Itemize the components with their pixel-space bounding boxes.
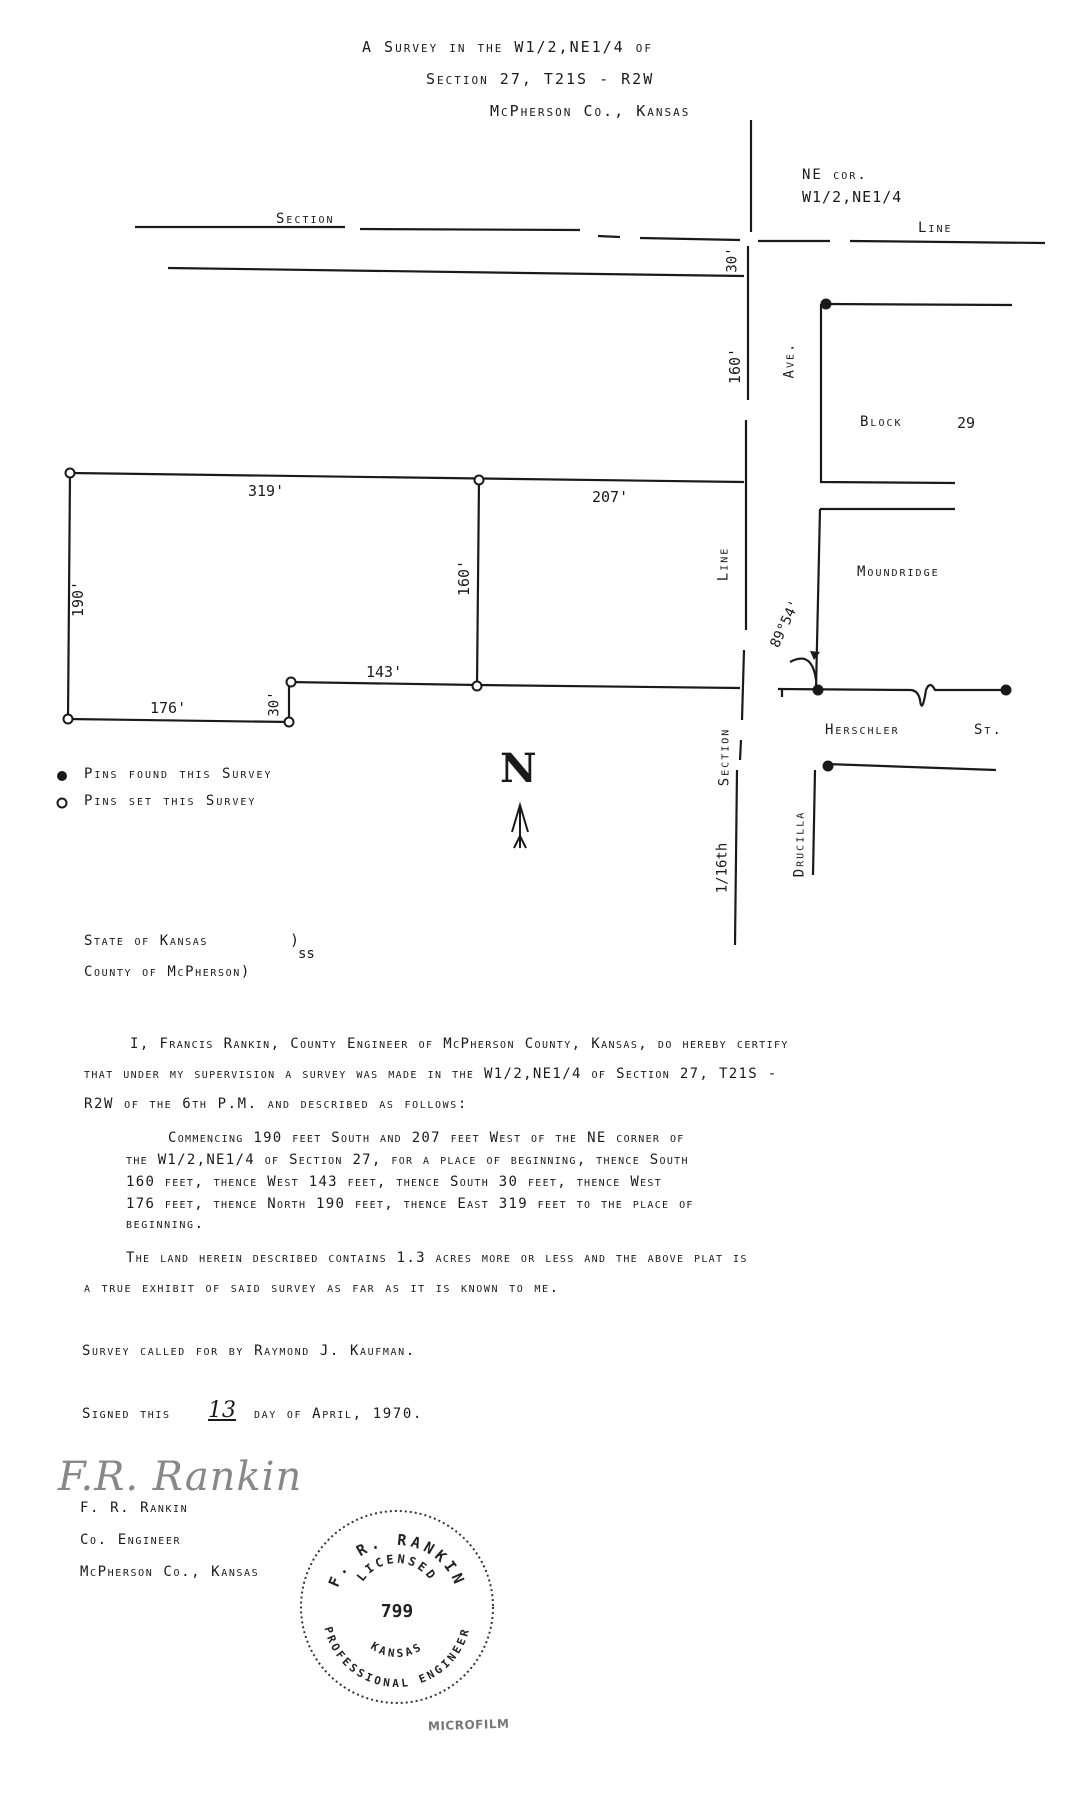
line-label: Line bbox=[918, 220, 953, 236]
block-label: Block bbox=[860, 414, 903, 430]
legend-found-icon bbox=[57, 771, 67, 781]
legend-set-icon bbox=[58, 799, 67, 808]
signer-title: Co. Engineer bbox=[80, 1532, 182, 1548]
section-label: Section bbox=[276, 211, 335, 227]
seal-number: 799 bbox=[380, 1601, 414, 1622]
venue-paren: ) bbox=[290, 931, 300, 949]
title-line-3: McPherson Co., Kansas bbox=[490, 102, 691, 120]
drucilla-label: Drucilla bbox=[791, 810, 808, 878]
section-line-vertical bbox=[735, 120, 751, 945]
north-label: N bbox=[500, 745, 537, 792]
block-top-line bbox=[826, 304, 1012, 305]
signed-post: day of April, 1970. bbox=[254, 1406, 423, 1422]
desc-line-5: beginning. bbox=[126, 1216, 205, 1232]
section-vertical-label: Section bbox=[716, 727, 733, 787]
drucilla-outline bbox=[813, 764, 996, 875]
svg-text:F. R. RANKIN bbox=[325, 1531, 469, 1590]
seal-profession: PROFESSIONAL ENGINEER bbox=[321, 1625, 473, 1690]
pin-found bbox=[1001, 685, 1012, 696]
handwritten-signature: F.R. Rankin bbox=[58, 1454, 303, 1500]
pin-set bbox=[473, 682, 482, 691]
acres-line-2: a true exhibit of said survey as far as it is known to me. bbox=[84, 1280, 560, 1296]
legend-found-text: Pins found this Survey bbox=[84, 766, 273, 782]
ne-corner-label-2: W1/2,NE1/4 bbox=[802, 188, 903, 206]
ne-corner-label-1: NE cor. bbox=[802, 167, 868, 183]
seal-name: F. R. RANKIN bbox=[324, 1530, 470, 1590]
title-line-2: Section 27, T21S - R2W bbox=[426, 70, 655, 88]
dim-30-low: 30' bbox=[266, 691, 283, 717]
angle-label: 89°54' bbox=[767, 597, 804, 651]
desc-line-3: 160 feet, thence West 143 feet, thence South 30 feet, thence West bbox=[126, 1174, 663, 1190]
venue-ss: ss bbox=[298, 946, 315, 962]
pin-set bbox=[287, 678, 296, 687]
dim-143: 143' bbox=[366, 663, 403, 681]
venue-county: County of McPherson) bbox=[84, 964, 251, 980]
pin-set bbox=[64, 715, 73, 724]
pin-found bbox=[821, 299, 832, 310]
seal-state: KANSAS bbox=[368, 1639, 426, 1661]
microfilm-stamp: MICROFILM bbox=[427, 1716, 510, 1734]
cert-line-3: R2W of the 6th P.M. and described as follows: bbox=[84, 1096, 468, 1112]
dim-207: 207' bbox=[592, 488, 629, 506]
dim-190: 190' bbox=[69, 580, 88, 618]
pin-found bbox=[823, 761, 834, 772]
seal-licensed: LICENSED bbox=[353, 1551, 441, 1584]
desc-line-2: the W1/2,NE1/4 of Section 27, for a place of beginning, thence South bbox=[126, 1152, 689, 1168]
desc-line-1: Commencing 190 feet South and 207 feet West of the NE corner of bbox=[168, 1130, 685, 1146]
moundridge-label: Moundridge bbox=[857, 564, 940, 580]
herschler-label: Herschler bbox=[825, 722, 900, 738]
property-boundary bbox=[68, 473, 740, 722]
dim-176: 176' bbox=[150, 699, 187, 717]
pin-set bbox=[66, 469, 75, 478]
sixteenth-label: 1/16th bbox=[714, 842, 731, 894]
survey-called-for: Survey called for by Raymond J. Kaufman. bbox=[82, 1343, 416, 1359]
dim-160-mid: 160' bbox=[455, 559, 474, 597]
cert-line-1: I, Francis Rankin, County Engineer of McPherson County, Kansas, do hereby certify bbox=[130, 1036, 789, 1052]
block-29-outline bbox=[821, 304, 955, 483]
svg-text:KANSAS bbox=[368, 1640, 425, 1661]
pin-set bbox=[285, 718, 294, 727]
line-vertical-label: Line bbox=[715, 546, 732, 582]
block-number: 29 bbox=[957, 414, 976, 432]
section-line-top bbox=[135, 227, 1045, 243]
interior-division-line bbox=[477, 480, 479, 686]
north-arrow-icon bbox=[512, 805, 528, 848]
signed-pre: Signed this bbox=[82, 1406, 171, 1422]
pin-set bbox=[475, 476, 484, 485]
herschler-street-line bbox=[778, 685, 1005, 706]
desc-line-4: 176 feet, thence North 190 feet, thence East 319 feet to the place of bbox=[126, 1196, 694, 1212]
signed-day: 13 bbox=[208, 1398, 236, 1423]
ave-label: Ave. bbox=[781, 341, 798, 379]
venue-state: State of Kansas bbox=[84, 933, 208, 949]
signer-name: F. R. Rankin bbox=[80, 1500, 189, 1516]
st-label: St. bbox=[974, 722, 1003, 738]
angle-arc bbox=[790, 659, 816, 680]
moundridge-outline bbox=[816, 509, 955, 690]
signer-county: McPherson Co., Kansas bbox=[80, 1564, 260, 1580]
dim-319: 319' bbox=[248, 482, 285, 500]
acres-line-1: The land herein described contains 1.3 acres more or less and the above plat is bbox=[126, 1250, 748, 1266]
dim-160-ave: 160' bbox=[726, 347, 745, 385]
legend-set-text: Pins set this Survey bbox=[84, 793, 257, 809]
road-line-upper bbox=[168, 268, 744, 276]
engineer-seal bbox=[295, 1505, 500, 1710]
cert-line-2: that under my supervision a survey was made in the W1/2,NE1/4 of Section 27, T21S - bbox=[84, 1066, 778, 1082]
dim-30-top: 30' bbox=[724, 247, 741, 273]
pin-found bbox=[813, 685, 824, 696]
north-boundary bbox=[70, 473, 744, 482]
title-line-1: A Survey in the W1/2,NE1/4 of bbox=[362, 38, 653, 56]
